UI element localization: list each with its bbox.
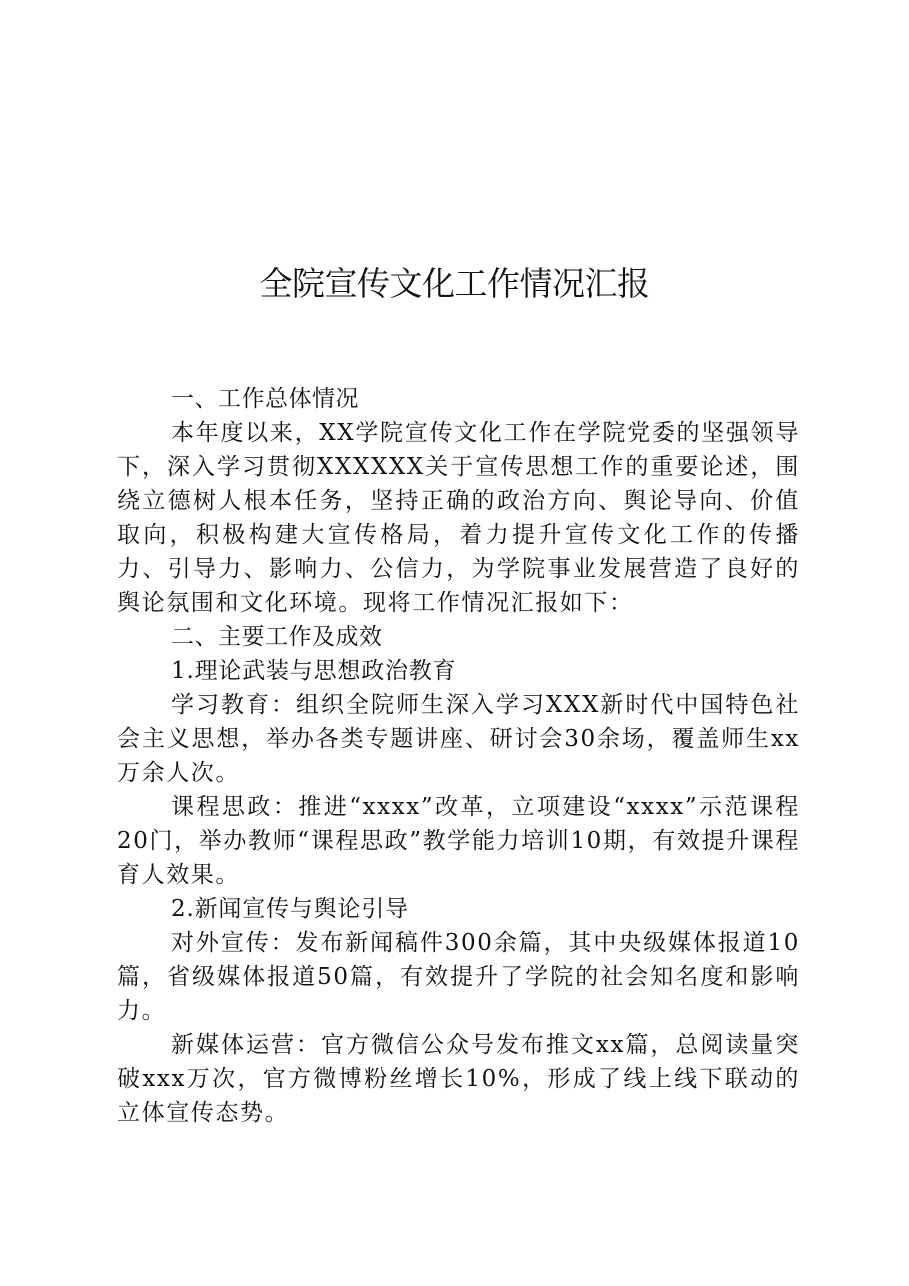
section-heading-overview: 一、工作总体情况 — [171, 386, 360, 412]
subsection-heading-news: 2.新闻宣传与舆论引导 — [171, 896, 409, 922]
paragraph-new-media: 新媒体运营：官方微信公众号发布推文xx篇，总阅读量突破xxx万次，官方微博粉丝增长10%，形成了线上线下联动的立体宣传态势。 — [117, 1032, 800, 1126]
paragraph-overview: 本年度以来，XX学院宣传文化工作在学院党委的坚强领导下，深入学习贯彻XXXXXX关于宣传思想工作的重要论述，围绕立德树人根本任务，坚持正确的政治方向、舆论导向、价值取向，积极构建大宣传格局，着力提升宣传文化工作的传播力、引导力、影响力、公信力，为学院事业发展营造了良好的舆论氛围和文化环境。现将工作情况汇报如下： — [117, 420, 800, 616]
document-body — [117, 382, 800, 1130]
subsection-heading-theory: 1.理论武装与思想政治教育 — [171, 658, 457, 684]
section-heading-main-work: 二、主要工作及成效 — [171, 624, 383, 650]
paragraph-course-ideology: 课程思政：推进“xxxx”改革，立项建设“xxxx”示范课程20门，举办教师“课程思政”教学能力培训10期，有效提升课程育人效果。 — [117, 794, 800, 888]
document-title: 全院宣传文化工作情况汇报 — [259, 264, 650, 303]
paragraph-external-publicity: 对外宣传：发布新闻稿件300余篇，其中央级媒体报道10篇，省级媒体报道50篇，有效提升了学院的社会知名度和影响力。 — [117, 930, 800, 1024]
paragraph-study-education: 学习教育：组织全院师生深入学习XXX新时代中国特色社会主义思想，举办各类专题讲座、研讨会30余场，覆盖师生xx万余人次。 — [117, 692, 800, 786]
